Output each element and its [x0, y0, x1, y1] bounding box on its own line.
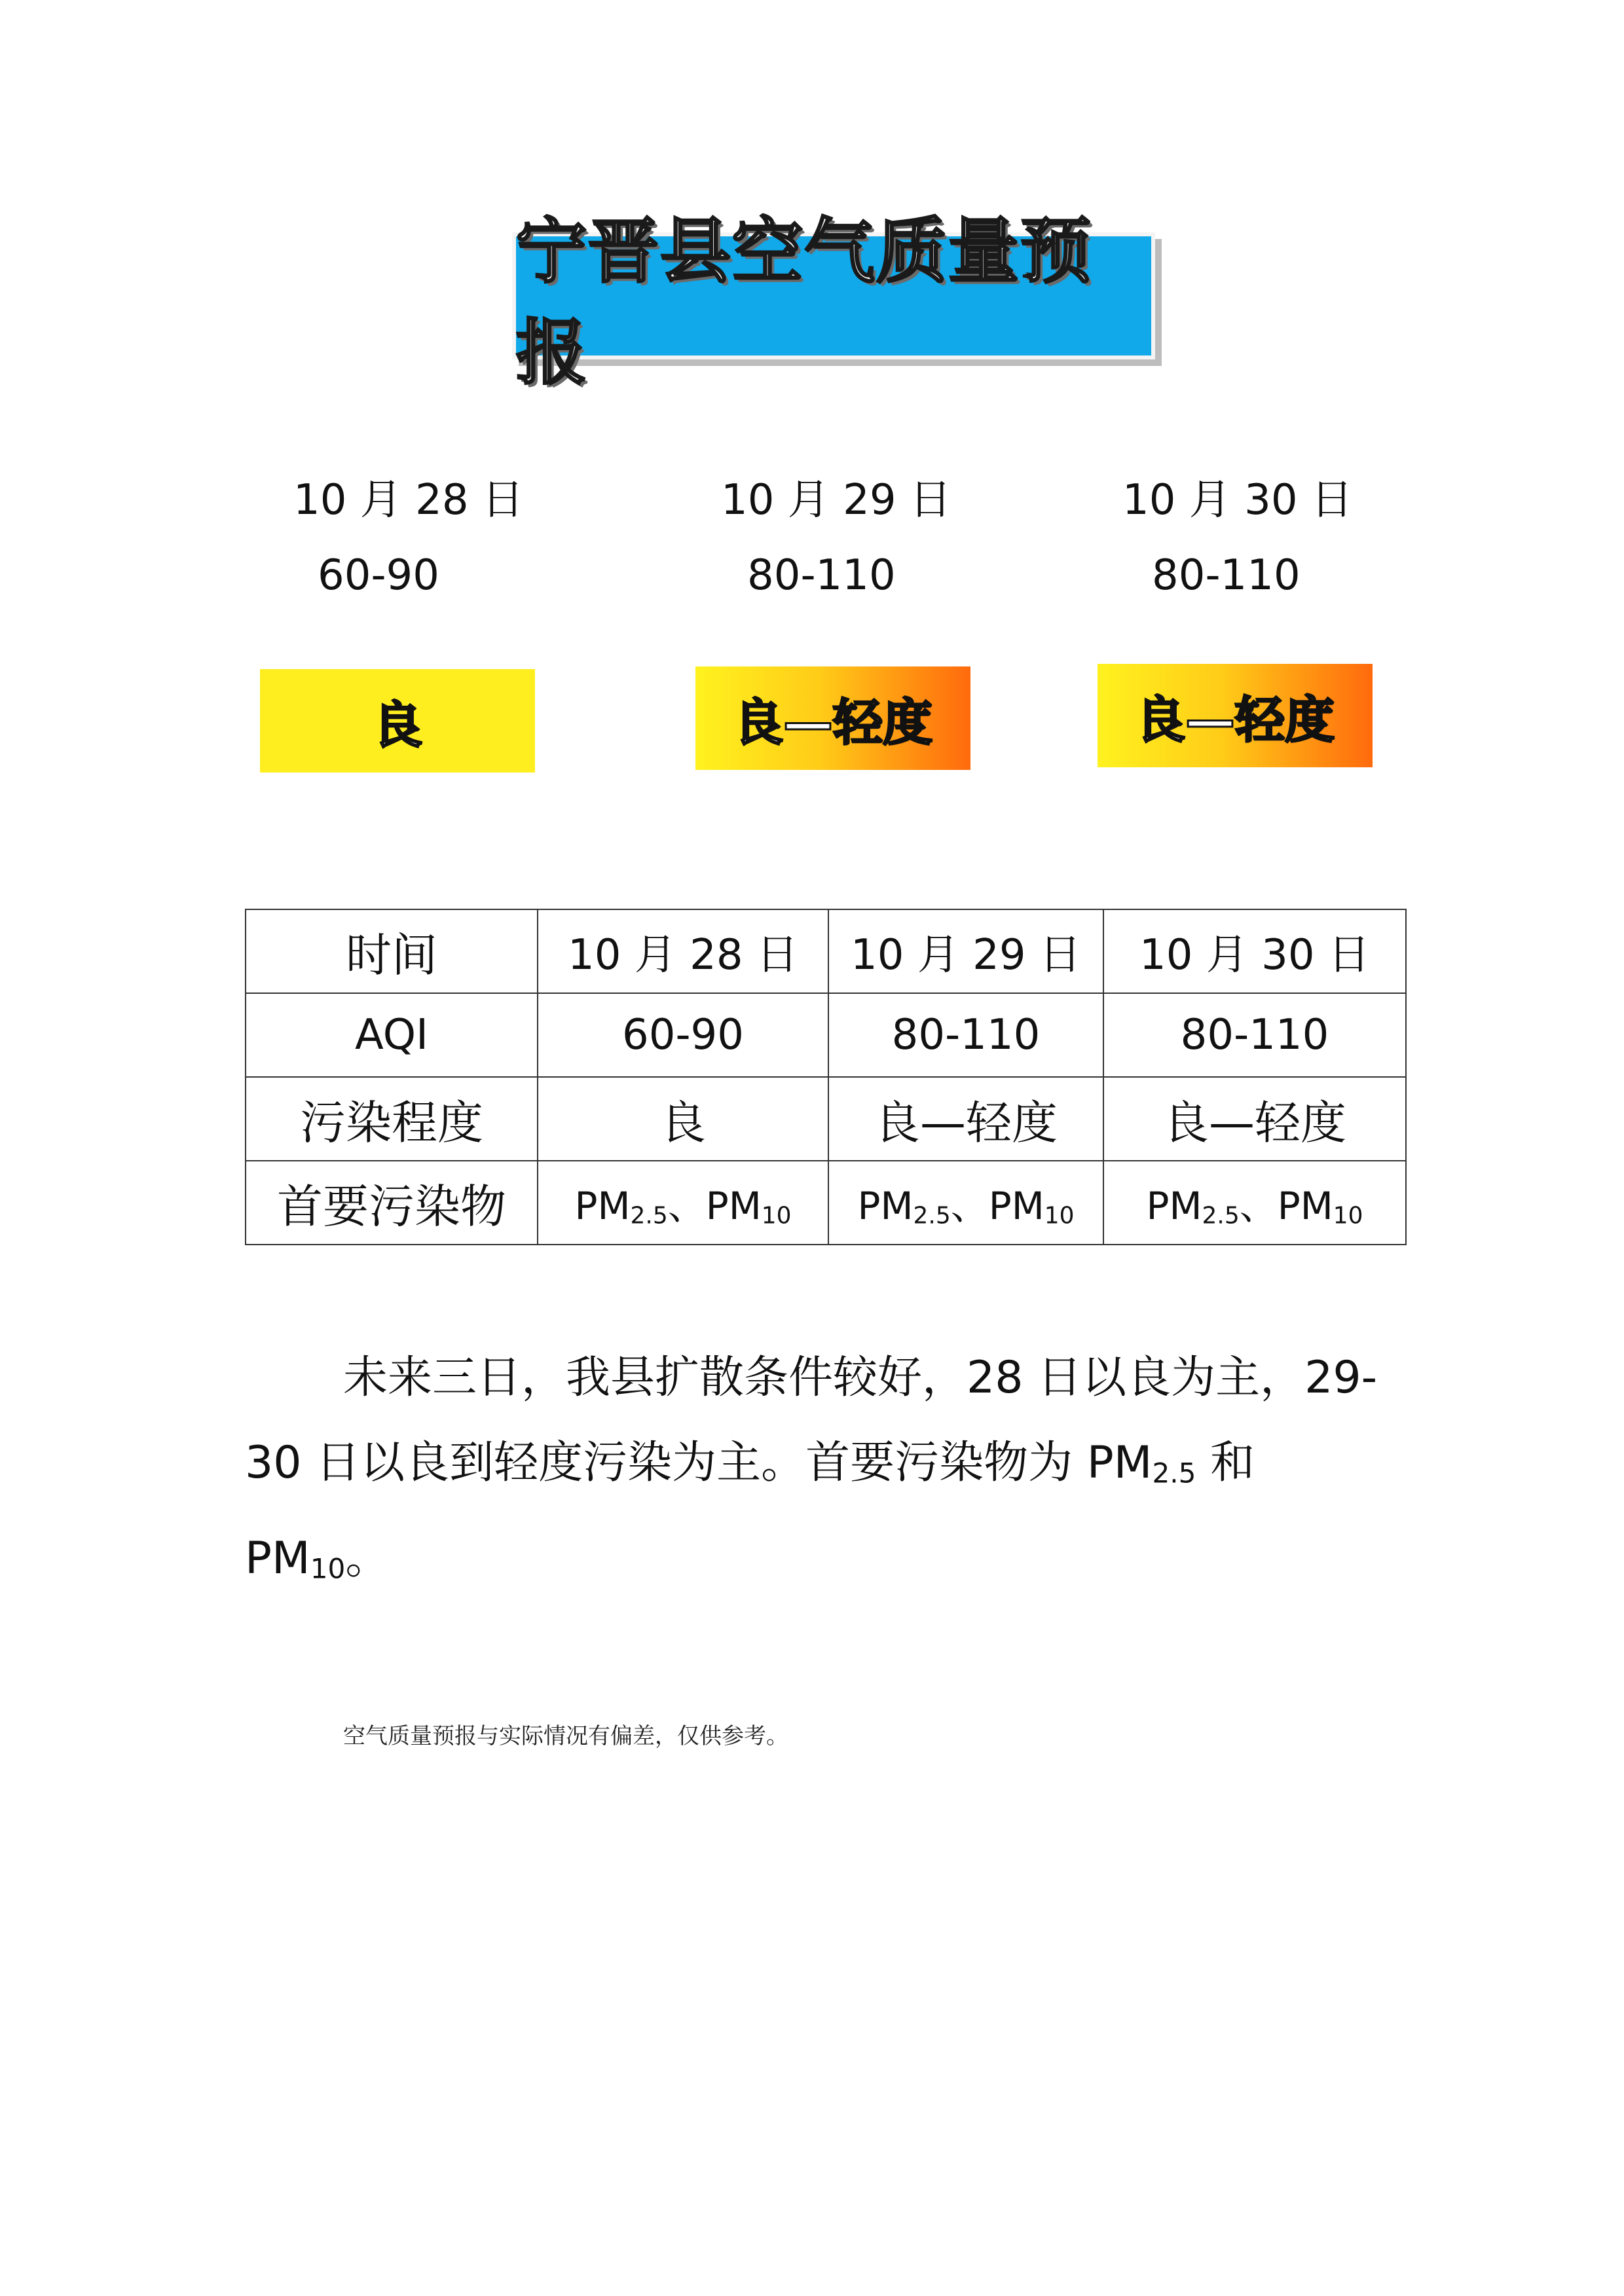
table-cell-level: 良—轻度 — [828, 1077, 1103, 1161]
and-text: 和 — [1196, 1437, 1255, 1489]
day-1-level-text: 良 — [373, 695, 422, 754]
table-cell-date: 10 月 28 日 — [538, 909, 828, 993]
table-cell-date: 10 月 29 日 — [828, 909, 1103, 993]
row-label-time: 时间 — [246, 909, 538, 993]
pm-text: PM — [1146, 1184, 1202, 1228]
separator-text: 、 — [1239, 1184, 1278, 1228]
table-cell-level: 良 — [538, 1077, 828, 1161]
pm-subscript: 10 — [1333, 1202, 1363, 1230]
separator-text: 、 — [950, 1184, 989, 1228]
forecast-paragraph — [245, 1336, 1378, 1611]
table-cell-pollutant — [1103, 1161, 1406, 1245]
pm-subscript: 10 — [1044, 1202, 1075, 1230]
table-row — [246, 1077, 1406, 1161]
forecast-table — [245, 909, 1407, 1245]
table-cell-aqi: 60-90 — [538, 993, 828, 1077]
pm-subscript: 2.5 — [913, 1202, 951, 1230]
disclaimer-footnote: 空气质量预报与实际情况有偏差，仅供参考。 — [343, 1723, 788, 1749]
pm-text: PM — [245, 1532, 310, 1584]
day-2-aqi-range: 80-110 — [747, 551, 896, 600]
day-3-aqi-range: 80-110 — [1152, 551, 1301, 600]
table-cell-aqi: 80-110 — [828, 993, 1103, 1077]
pm-text: PM — [988, 1184, 1044, 1228]
separator-text: 、 — [667, 1184, 706, 1228]
title-banner — [512, 211, 1155, 394]
table-cell-aqi: 80-110 — [1103, 993, 1406, 1077]
pm-subscript: 2.5 — [630, 1202, 668, 1230]
pm-text: PM — [1277, 1184, 1333, 1228]
day-1-date: 10 月 28 日 — [293, 476, 524, 524]
table-row — [246, 1161, 1406, 1245]
paragraph-line-1: 未来三日，我县扩散条件较好，28 日以良为主， — [343, 1352, 1305, 1404]
day-2-date: 10 月 29 日 — [721, 476, 951, 524]
day-3-level-badge — [1098, 664, 1373, 767]
page-title: 宁晋县空气质量预报 — [516, 211, 1093, 394]
pm-subscript: 2.5 — [1152, 1457, 1196, 1489]
pm-text: PM — [1086, 1437, 1153, 1489]
table-cell-pollutant — [538, 1161, 828, 1245]
table-row — [246, 993, 1406, 1077]
pm-subscript: 10 — [761, 1202, 792, 1230]
row-label-primary-pollutant: 首要污染物 — [246, 1161, 538, 1245]
day-2-level-text: 良—轻度 — [733, 693, 932, 752]
day-1-aqi-range: 60-90 — [318, 551, 439, 600]
pm-text: PM — [857, 1184, 913, 1228]
paragraph-end: 。 — [345, 1532, 390, 1584]
table-cell-date: 10 月 30 日 — [1103, 909, 1406, 993]
day-3-date: 10 月 30 日 — [1122, 476, 1353, 524]
pm-text: PM — [574, 1184, 631, 1228]
pm-subscript: 10 — [310, 1552, 346, 1585]
pm-text: PM — [705, 1184, 762, 1228]
table-cell-pollutant — [828, 1161, 1103, 1245]
row-label-pollution-level: 污染程度 — [246, 1077, 538, 1161]
table-row — [246, 909, 1406, 993]
table-cell-level: 良—轻度 — [1103, 1077, 1406, 1161]
day-2-level-badge — [695, 666, 970, 770]
paragraph-line-2: 29-30 日以良到轻度污染为主。首要污染物为 — [245, 1352, 1378, 1489]
row-label-aqi: AQI — [246, 993, 538, 1077]
pm-subscript: 2.5 — [1202, 1202, 1240, 1230]
day-1-level-badge — [260, 669, 535, 773]
day-3-level-text: 良—轻度 — [1135, 690, 1335, 749]
